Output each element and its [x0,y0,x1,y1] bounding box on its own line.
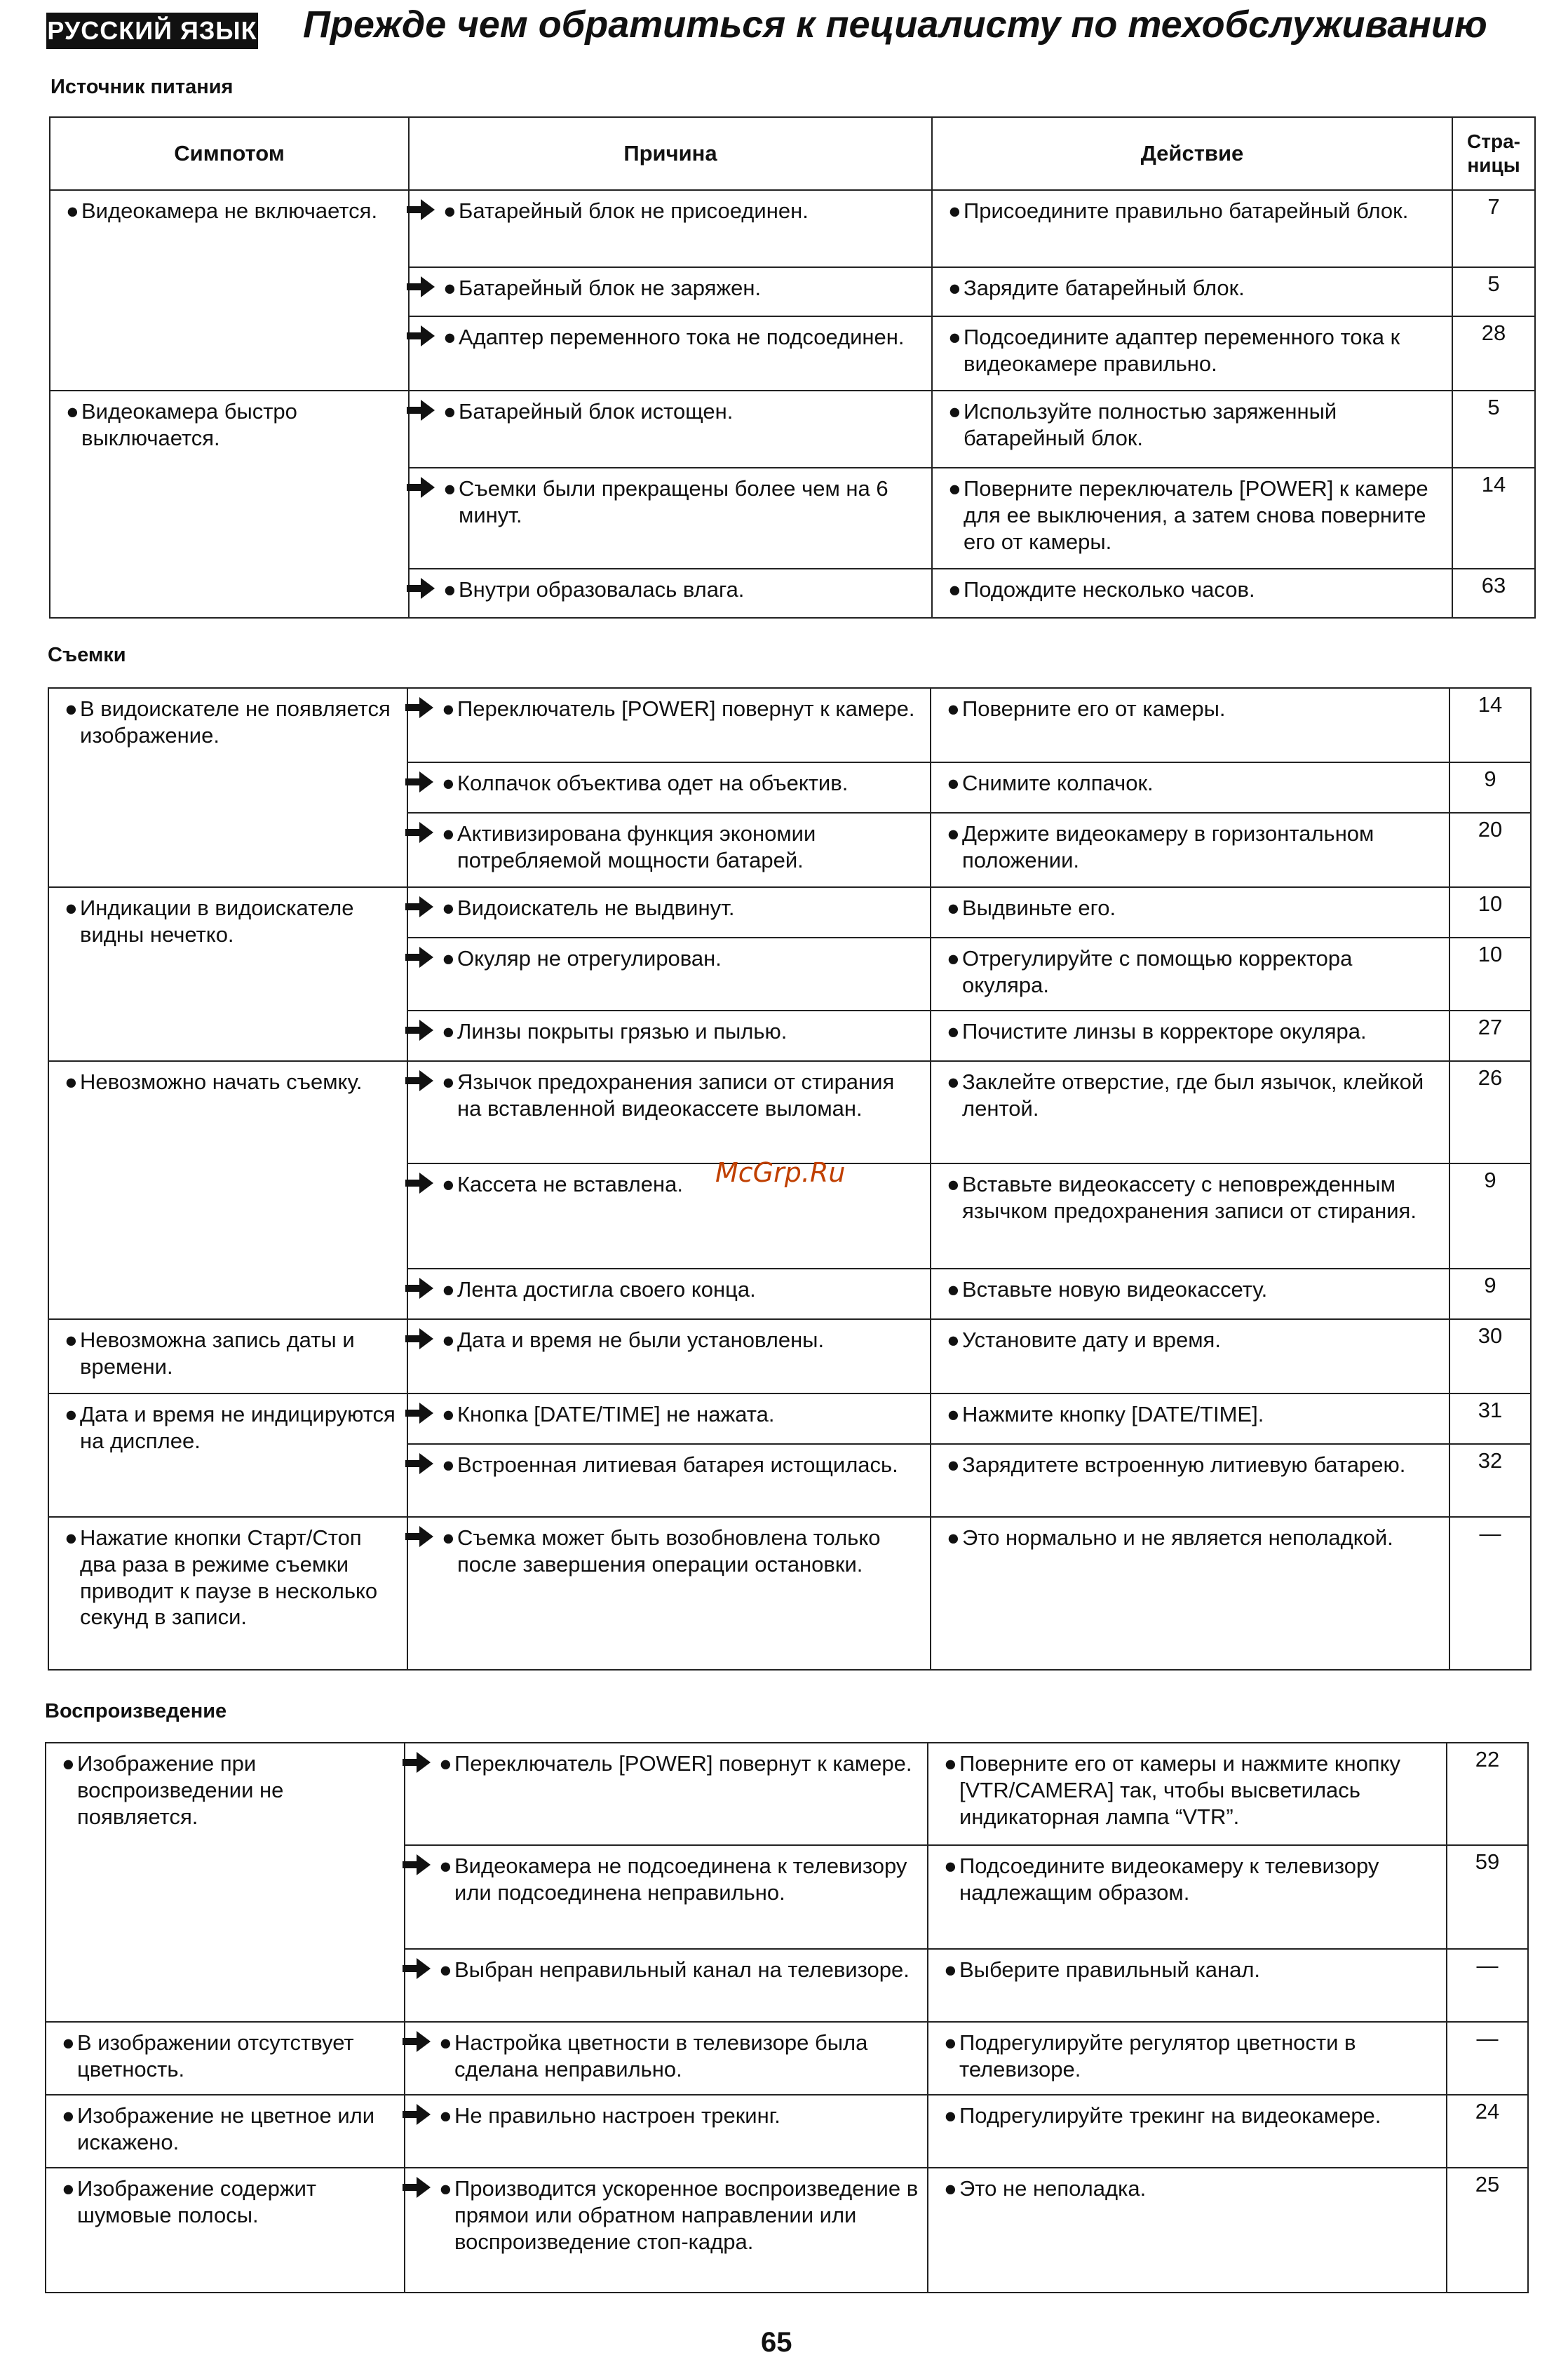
action-text: Подрегулируйте регулятор цветности в телевизоре. [959,2030,1356,2081]
cause-cell [409,190,932,267]
section-title-playback: Воспроизведение [45,1700,227,1722]
cause-text: Видоискатель не выдвинут. [457,896,735,920]
page-reference: 14 [1449,688,1531,762]
cause-cell [405,1845,928,1949]
bullet-icon: ● [65,1328,78,1352]
arrow-right-icon [405,1173,433,1194]
cause-cell [407,887,931,938]
page-reference: — [1449,1517,1531,1670]
cause-cell [407,1393,931,1444]
bullet-icon: ● [65,1525,78,1550]
action-cell [928,2095,1447,2168]
page-reference: 10 [1449,938,1531,1011]
bullet-icon: ● [65,696,78,721]
table-row [46,1743,1528,1845]
bullet-icon: ● [443,476,457,501]
bullet-icon: ● [948,198,961,223]
bullet-icon: ● [443,276,457,300]
page-reference: 59 [1447,1845,1528,1949]
cause-text: Адаптер переменного тока не подсоединен. [459,325,905,349]
symptom-cell [48,1319,407,1393]
section-title-power: Источник питания [50,76,234,98]
cause-text: Батарейный блок истощен. [459,399,734,424]
page-reference: 9 [1449,1163,1531,1269]
cause-text: Переключатель [POWER] повернут к камере. [457,696,915,721]
bullet-icon: ● [443,399,457,424]
bullet-icon: ● [944,2030,957,2055]
column-header-pages: Стра-ницы [1452,117,1535,190]
symptom-cell [46,2095,405,2168]
bullet-icon: ● [947,821,960,846]
page-reference: 24 [1447,2095,1528,2168]
action-text: Заклейте отверстие, где был язычок, клейкой лентой. [962,1069,1424,1121]
arrow-right-icon [405,1328,433,1349]
table-row [46,2168,1528,2293]
symptom-cell [46,2168,405,2293]
table-row [50,391,1535,468]
bullet-icon: ● [442,1525,455,1550]
arrow-right-icon [407,199,435,220]
cause-text: Активизирована функция экономии потребляемой мощности батарей. [457,821,816,872]
symptom-cell [50,391,409,618]
cause-text: Батарейный блок не заряжен. [459,276,762,300]
bullet-icon: ● [439,2030,452,2055]
bullet-icon: ● [948,399,961,424]
bullet-icon: ● [947,1277,960,1302]
bullet-icon: ● [442,946,455,971]
bullet-icon: ● [442,821,455,846]
bullet-icon: ● [947,1019,960,1044]
symptom-cell [48,887,407,1061]
action-text: Подождите несколько часов. [964,577,1255,602]
arrow-right-icon [405,1278,433,1299]
bullet-icon: ● [947,1069,960,1094]
page-reference: 20 [1449,813,1531,887]
cause-text: Батарейный блок не присоединен. [459,198,809,223]
cause-text: Дата и время не были установлены. [457,1328,825,1352]
action-cell [931,1269,1449,1319]
cause-text: Видеокамера не подсоединена к телевизору или подсоединена неправильно. [454,1854,907,1905]
bullet-icon: ● [947,696,960,721]
page-reference: 9 [1449,762,1531,813]
cause-cell [407,1269,931,1319]
action-text: Выберите правильный канал. [959,1957,1261,1982]
bullet-icon: ● [439,2103,452,2128]
arrow-right-icon [405,1453,433,1474]
arrow-right-icon [407,477,435,498]
bullet-icon: ● [947,1402,960,1426]
page-number: 65 [761,2327,792,2358]
cause-text: Переключатель [POWER] повернут к камере. [454,1751,912,1776]
cause-text: Линзы покрыты грязью и пылью. [457,1019,788,1044]
page-reference: 25 [1447,2168,1528,2293]
action-cell [931,887,1449,938]
arrow-right-icon [403,1854,431,1875]
bullet-icon: ● [65,896,78,920]
action-cell [928,1743,1447,1845]
action-cell [932,569,1452,618]
bullet-icon: ● [948,276,961,300]
table-row [48,1319,1531,1393]
cause-cell [407,813,931,887]
cause-text: Окуляр не отрегулирован. [457,946,722,971]
cause-cell [405,2095,928,2168]
page-reference: 28 [1452,316,1535,391]
bullet-icon: ● [442,1019,455,1044]
bullet-icon: ● [62,2030,75,2055]
symptom-cell [46,2022,405,2095]
action-cell [931,1444,1449,1517]
arrow-right-icon [405,822,433,843]
table-row [48,1393,1531,1444]
symptom-text: Изображение не цветное или искажено. [77,2103,375,2154]
cause-text: Выбран неправильный канал на телевизоре. [454,1957,910,1982]
bullet-icon: ● [442,1277,455,1302]
page-reference: 27 [1449,1011,1531,1061]
arrow-right-icon [407,325,435,346]
symptom-cell [48,1393,407,1517]
action-text: Нажмите кнопку [DATE/TIME]. [962,1402,1264,1426]
action-text: Отрегулируйте с помощью корректора окуляра. [962,946,1353,997]
symptom-text: Индикации в видоискателе видны нечетко. [80,896,354,947]
action-text: Используйте полностью заряженный батарейный блок. [964,399,1337,450]
bullet-icon: ● [62,1751,75,1776]
column-header-cause: Причина [409,117,932,190]
action-text: Это нормально и не является неполадкой. [962,1525,1393,1550]
arrow-right-icon [405,1070,433,1091]
bullet-icon: ● [948,325,961,349]
arrow-right-icon [403,2031,431,2052]
cause-text: Лента достигла своего конца. [457,1277,756,1302]
bullet-icon: ● [947,771,960,795]
table-row [48,688,1531,762]
table-row [50,190,1535,267]
cause-cell [405,2168,928,2293]
page-reference: 26 [1449,1061,1531,1163]
symptom-text: Видеокамера быстро выключается. [81,399,297,450]
arrow-right-icon [403,2104,431,2125]
action-cell [932,468,1452,569]
action-text: Поверните переключатель [POWER] к камере для ее выключения, а затем снова поверните его от камеры. [964,476,1428,554]
symptom-text: В видоискателе не появляется изображение. [80,696,391,748]
cause-text: Производится ускоренное воспроизведение в прямои или обратном направлении или воспроизведение стоп-кадра. [454,2176,919,2254]
action-text: Держите видеокамеру в горизонтальном положении. [962,821,1374,872]
watermark: McGrp.Ru [715,1157,846,1188]
cause-cell [407,1163,931,1269]
bullet-icon: ● [439,1751,452,1776]
cause-cell [407,762,931,813]
bullet-icon: ● [65,1402,78,1426]
cause-cell [407,688,931,762]
cause-cell [405,2022,928,2095]
bullet-icon: ● [62,2176,75,2201]
bullet-icon: ● [947,1172,960,1196]
cause-cell [409,569,932,618]
cause-cell [407,938,931,1011]
bullet-icon: ● [442,771,455,795]
action-cell [932,391,1452,468]
action-cell [932,267,1452,316]
cause-text: Съемка может быть возобновлена только после завершения операции остановки. [457,1525,881,1577]
bullet-icon: ● [443,577,457,602]
symptom-text: Изображение содержит шумовые полосы. [77,2176,317,2227]
symptom-text: Нажатие кнопки Старт/Стоп два раза в режиме съемки приводит к паузе в несколько секунд в записи. [80,1525,378,1630]
action-text: Подсоедините видеокамеру к телевизору надлежащим образом. [959,1854,1379,1905]
symptom-text: Видеокамера не включается. [81,198,378,223]
action-text: Зарядитете встроенную литиевую батарею. [962,1452,1406,1477]
page-reference: 22 [1447,1743,1528,1845]
symptom-cell [48,1061,407,1319]
page-reference: 14 [1452,468,1535,569]
page-reference: 31 [1449,1393,1531,1444]
cause-text: Не правильно настроен трекинг. [454,2103,780,2128]
bullet-icon: ● [948,577,961,602]
bullet-icon: ● [944,1751,957,1776]
bullet-icon: ● [66,399,79,424]
cause-cell [407,1444,931,1517]
bullet-icon: ● [443,198,457,223]
table-row [46,2095,1528,2168]
bullet-icon: ● [442,896,455,920]
cause-cell [409,316,932,391]
section-title-recording: Съемки [48,644,126,666]
page-reference: 32 [1449,1444,1531,1517]
action-text: Выдвиньте его. [962,896,1116,920]
bullet-icon: ● [439,1957,452,1982]
cause-text: Настройка цветности в телевизоре была сделана неправильно. [454,2030,868,2081]
action-cell [931,1011,1449,1061]
page-reference: — [1447,2022,1528,2095]
action-text: Вставьте новую видеокассету. [962,1277,1268,1302]
symptom-cell [48,688,407,887]
action-cell [931,1517,1449,1670]
arrow-right-icon [405,1403,433,1424]
arrow-right-icon [405,697,433,718]
bullet-icon: ● [442,1402,455,1426]
action-text: Зарядите батарейный блок. [964,276,1245,300]
bullet-icon: ● [442,696,455,721]
cause-text: Съемки были прекращены более чем на 6 минут. [459,476,888,527]
bullet-icon: ● [66,198,79,223]
arrow-right-icon [405,1526,433,1547]
action-text: Почистите линзы в корректоре окуляра. [962,1019,1367,1044]
bullet-icon: ● [442,1328,455,1352]
page-reference: 7 [1452,190,1535,267]
cause-cell [407,1061,931,1163]
action-cell [931,1393,1449,1444]
arrow-right-icon [407,400,435,421]
cause-cell [407,1319,931,1393]
cause-cell [409,267,932,316]
page-reference: 63 [1452,569,1535,618]
page-title: Прежде чем обратиться к пециалисту по техобслуживанию [303,4,1487,46]
cause-cell [405,1743,928,1845]
cause-cell [407,1011,931,1061]
symptom-cell [48,1517,407,1670]
page-reference: 10 [1449,887,1531,938]
action-cell [932,316,1452,391]
cause-cell [409,468,932,569]
bullet-icon: ● [65,1069,78,1094]
action-cell [931,813,1449,887]
bullet-icon: ● [947,1452,960,1477]
symptom-text: Невозможно начать съемку. [80,1069,363,1094]
cause-text: Кнопка [DATE/TIME] не нажата. [457,1402,775,1426]
action-text: Поверните его от камеры и нажмите кнопку [VTR/CAMERA] так, чтобы высветилась индикаторная лампа “VTR”. [959,1751,1401,1829]
bullet-icon: ● [944,1854,957,1878]
bullet-icon: ● [944,2103,957,2128]
action-cell [931,688,1449,762]
bullet-icon: ● [947,1525,960,1550]
page-reference: 5 [1452,267,1535,316]
bullet-icon: ● [944,1957,957,1982]
symptom-text: Дата и время не индицируются на дисплее. [80,1402,396,1453]
cause-text: Колпачок объектива одет на объектив. [457,771,849,795]
page-reference: 9 [1449,1269,1531,1319]
action-cell [931,1319,1449,1393]
bullet-icon: ● [947,946,960,971]
bullet-icon: ● [944,2176,957,2201]
action-text: Это не неполадка. [959,2176,1147,2201]
table-row [48,1517,1531,1670]
cause-cell [405,1949,928,2022]
bullet-icon: ● [442,1069,455,1094]
action-cell [932,190,1452,267]
bullet-icon: ● [439,1854,452,1878]
action-cell [928,1949,1447,2022]
troubleshooting-table-playback [45,1742,1529,2293]
column-header-action: Действие [932,117,1452,190]
action-text: Подрегулируйте трекинг на видеокамере. [959,2103,1381,2128]
table-row [48,1061,1531,1163]
arrow-right-icon [405,947,433,968]
action-cell [928,2022,1447,2095]
arrow-right-icon [403,1958,431,1979]
bullet-icon: ● [442,1452,455,1477]
table-row [46,2022,1528,2095]
arrow-right-icon [405,771,433,792]
bullet-icon: ● [62,2103,75,2128]
action-cell [931,938,1449,1011]
action-text: Поверните его от камеры. [962,696,1226,721]
action-text: Присоедините правильно батарейный блок. [964,198,1409,223]
arrow-right-icon [407,578,435,599]
symptom-text: Изображение при воспроизведении не появляется. [77,1751,284,1829]
action-cell [931,762,1449,813]
bullet-icon: ● [948,476,961,501]
action-text: Вставьте видеокассету с неповрежденным язычком предохранения записи от стирания. [962,1172,1417,1223]
page-reference: — [1447,1949,1528,2022]
symptom-cell [50,190,409,391]
action-text: Подсоедините адаптер переменного тока к видеокамере правильно. [964,325,1400,376]
table-header-row [50,117,1535,190]
language-badge: РУССКИЙ ЯЗЫК [46,13,258,49]
action-cell [931,1061,1449,1163]
page-reference: 30 [1449,1319,1531,1393]
cause-text: Внутри образовалась влага. [459,577,745,602]
cause-text: Кассета не вставлена. [457,1172,683,1196]
bullet-icon: ● [443,325,457,349]
arrow-right-icon [405,1020,433,1041]
cause-text: Язычок предохранения записи от стирания на вставленной видеокассете выломан. [457,1069,895,1121]
page-reference: 5 [1452,391,1535,468]
table-row [48,887,1531,938]
cause-cell [409,391,932,468]
column-header-symptom: Симпотом [50,117,409,190]
symptom-text: Невозможна запись даты и времени. [80,1328,355,1379]
arrow-right-icon [407,276,435,297]
cause-text: Встроенная литиевая батарея истощилась. [457,1452,898,1477]
troubleshooting-table-power [49,116,1536,619]
bullet-icon: ● [947,1328,960,1352]
symptom-cell [46,1743,405,2022]
arrow-right-icon [403,1752,431,1773]
arrow-right-icon [403,2177,431,2198]
action-text: Установите дату и время. [962,1328,1221,1352]
action-cell [928,2168,1447,2293]
arrow-right-icon [405,896,433,917]
bullet-icon: ● [439,2176,452,2201]
action-cell [931,1163,1449,1269]
action-text: Снимите колпачок. [962,771,1154,795]
bullet-icon: ● [442,1172,455,1196]
cause-cell [407,1517,931,1670]
symptom-text: В изображении отсутствует цветность. [77,2030,354,2081]
action-cell [928,1845,1447,1949]
bullet-icon: ● [947,896,960,920]
